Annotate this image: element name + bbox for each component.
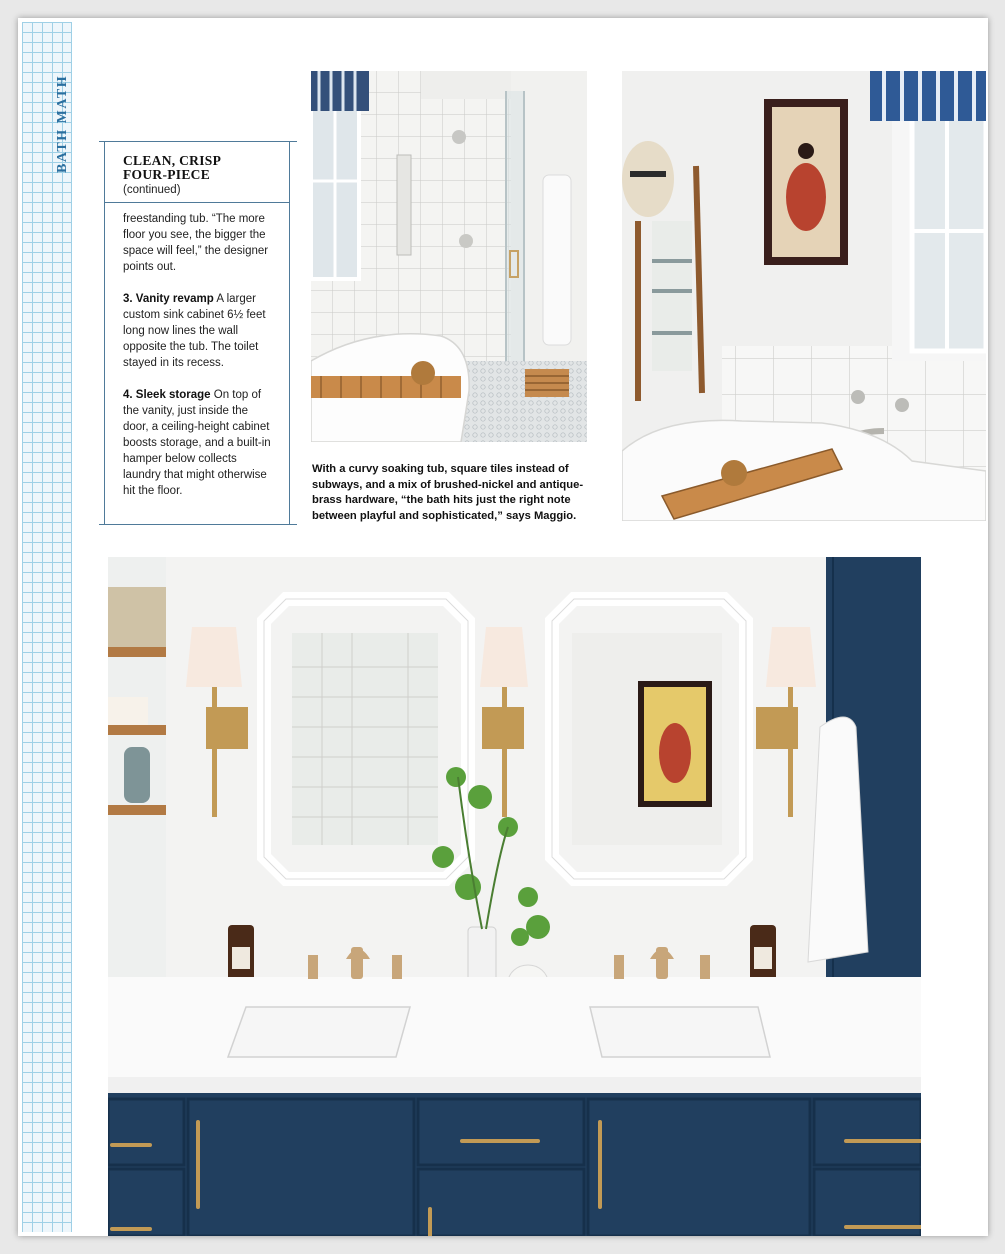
photo-caption: With a curvy soaking tub, square tiles instead of subways, and a mix of brushed-nickel and antique-brass hardware, “the bath hits just the right note between playful and sophisticated,” says Maggio. [312,463,584,522]
sidebar-intro: freestanding tub. “The more floor you see, the bigger the space will feel,” the designer points out. [123,213,269,273]
sidebar-title: CLEAN, CRISP FOUR-PIECE [123,153,221,182]
sidebar-item-heading: 3. Vanity revamp [123,293,214,305]
sidebar-header [105,142,289,203]
sidebar-subtitle: (continued) [123,184,181,196]
magazine-page [18,18,988,1236]
shower-photo [311,71,587,442]
sidebar-item-text: A larger custom sink cabinet 6½ feet long now lines the wall opposite the tub. The toilet stayed in its recess. [123,293,266,369]
sidebar-item [123,291,275,371]
graph-paper-spine [22,22,72,1232]
sidebar-item [123,387,275,499]
tub-photo [622,71,986,521]
sidebar-box [104,141,290,525]
sidebar-item-heading: 4. Sleek storage [123,389,211,401]
sidebar-item-text: On top of the vanity, just inside the door, a ceiling-height cabinet boosts storage, and a built-in hamper below collects laundry that might otherwise hit the floor. [123,389,271,497]
sidebar-body [105,203,289,499]
vanity-photo [108,557,921,1236]
section-label: BATH MATH [55,74,70,173]
